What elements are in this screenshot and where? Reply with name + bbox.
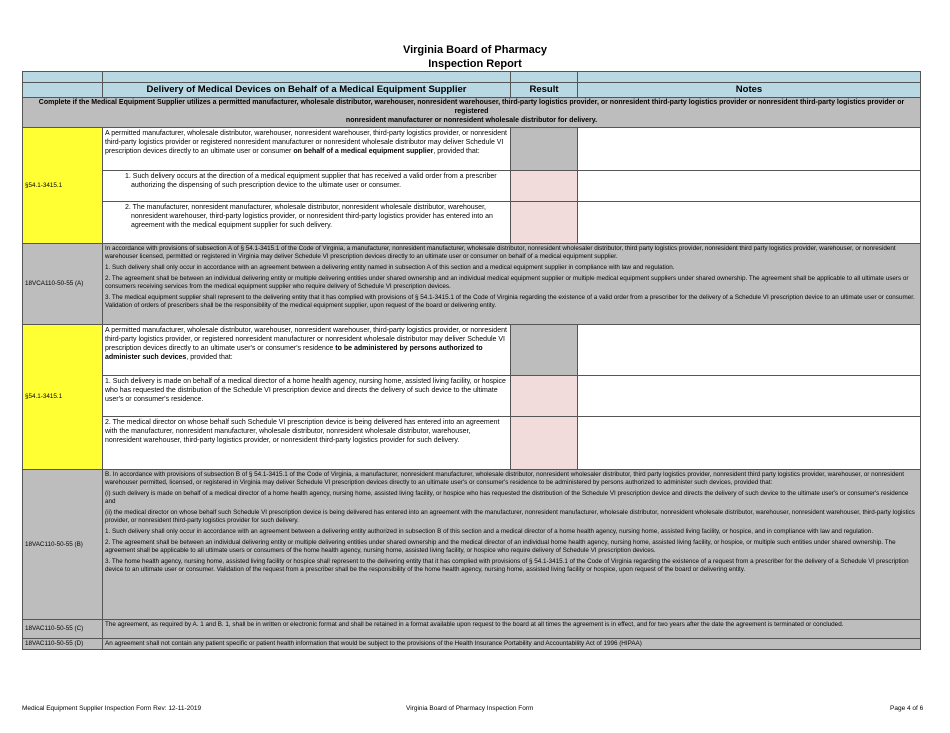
banner-line-1: Complete if the Medical Equipment Supplier utilizes a permitted manufacturer, wholesale distributor, warehouser, nonresident warehouser, third-party logistics provider, or nonresident third-party logistics provider or nonresident third-party logistics provider or registered bbox=[38, 99, 905, 116]
requirement-text bbox=[103, 325, 511, 376]
inspection-table bbox=[22, 71, 921, 650]
table-row bbox=[23, 325, 921, 376]
regulation-ref: 18VAC110-50-55 (C) bbox=[23, 620, 103, 639]
requirement-item: 2. The manufacturer, nonresident manufacturer, wholesale distributor, nonresident wholesale distributor, warehouser, nonresident warehouser, third-party logistics provider, or nonresident third-party logistics provider has entered into an agreement with the medical equipment supplier for such delivery. bbox=[103, 202, 511, 244]
result-cell[interactable] bbox=[511, 417, 578, 470]
footer-form-revision: Medical Equipment Supplier Inspection Form Rev: 12-11-2019 bbox=[22, 705, 202, 712]
blank-header-row bbox=[23, 72, 921, 83]
result-cell[interactable] bbox=[511, 202, 578, 244]
blank-cell bbox=[23, 72, 103, 83]
page-title: Virginia Board of Pharmacy bbox=[402, 44, 548, 56]
blank-cell bbox=[103, 72, 511, 83]
requirement-item: 2. The medical director on whose behalf such Schedule VI prescription device is being delivered has entered into an agreement with the manufacturer, nonresident manufacturer, wholesale distributor, nonresident wholesale distributor, warehouser, nonresident warehouser, third-party logistics provider, or nonresident third-party logistics provider for such delivery. bbox=[103, 417, 511, 470]
notes-cell[interactable] bbox=[578, 417, 921, 470]
ref-column-header bbox=[23, 83, 103, 98]
regulation-paragraph: 3. The medical equipment supplier shall represent to the delivering entity that it has complied with provisions of § 54.1-3415.1 of the Code of Virginia regarding the existence of a valid order from a prescriber for the delivery of a Schedule VI prescription device to an ultimate user or consumer. Validation of orders of prescribers shall be the responsibility of the medical equipment supplier, upon request of the board or delivering entity. bbox=[105, 293, 915, 309]
table-row bbox=[23, 202, 921, 244]
regulation-paragraph: 2. The agreement shall be between an individual delivering entity or multiple delivering entities under shared ownership and the medical director of an individual home health agency, nursing home, assisted living facility, or hospice, or multiple such entities under shared ownership. The agreement shall be applicable to all ultimate users or consumers of the home health agency, nursing home, assisted living facility, or hospice who require delivery of Schedule VI prescription devices. bbox=[105, 538, 896, 554]
regulation-paragraph: 2. The agreement shall be between an individual delivering entity or multiple delivering entities under shared ownership and an individual medical equipment supplier or multiple medical equipment suppliers under shared ownership. The agreement shall be applicable to all ultimate users or consumers receiving services from the medical equipment supplier who require delivery of Schedule VI prescription devices. bbox=[105, 274, 909, 290]
notes-cell[interactable] bbox=[578, 325, 921, 376]
regulation-paragraph: (i) such delivery is made on behalf of a medical director of a home health agency, nursing home, assisted living facility, or hospice who has requested the distribution of the Schedule VI prescription device and directs the delivery of such device to the ultimate user's or consumer's residence and bbox=[105, 489, 909, 505]
regulation-ref: §54.1-3415.1 bbox=[23, 128, 103, 244]
result-cell bbox=[511, 128, 578, 171]
table-row bbox=[23, 244, 921, 325]
instruction-banner bbox=[23, 98, 921, 128]
result-cell[interactable] bbox=[511, 376, 578, 417]
table-row bbox=[23, 417, 921, 470]
result-cell[interactable] bbox=[511, 171, 578, 202]
table-row bbox=[23, 171, 921, 202]
regulation-ref: §54.1-3415.1 bbox=[23, 325, 103, 470]
table-row bbox=[23, 376, 921, 417]
requirement-emphasis: to be administered by persons authorized to administer such devices bbox=[105, 345, 483, 362]
requirement-intro: A permitted manufacturer, wholesale distributor, warehouser, nonresident warehouser, third-party logistics provider, or nonresident third-party logistics provider or registered nonresident manufacturer or nonresident wholesale distributor may deliver Schedule VI prescription devices directly to an ultimate user or consumer bbox=[105, 130, 507, 156]
notes-cell[interactable] bbox=[578, 376, 921, 417]
notes-cell[interactable] bbox=[578, 171, 921, 202]
blank-cell bbox=[511, 72, 578, 83]
regulation-paragraph: 3. The home health agency, nursing home, assisted living facility or hospice shall represent to the delivering entity that it has complied with provisions of § 54.1-3415.1 of the Code of Virginia regarding the existence of a request from a prescriber for the delivery of a Schedule VI prescription device to an ultimate user or consumer. Validation of the request from a prescriber shall be the responsibility of the home health agency, nursing home, assisted living facility or hospice, upon request of the board or delivering entity. bbox=[105, 557, 909, 573]
table-row bbox=[23, 470, 921, 620]
regulation-paragraph: B. In accordance with provisions of subsection B of § 54.1-3415.1 of the Code of Virginia, a manufacturer, nonresident manufacturer, wholesale distributor, nonresident wholesaler distributor, third party logistics provider, nonresident third party logistics provider, warehouser, or nonresident warehouser permitted, licensed, or registered in Virginia may deliver Schedule VI prescription devices directly to an ultimate user's or consumer's residence to be administered by persons authorized to administer such devices, provided that: bbox=[105, 471, 904, 486]
notes-cell[interactable] bbox=[578, 128, 921, 171]
regulation-paragraph: In accordance with provisions of subsection A of § 54.1-3415.1 of the Code of Virginia, a manufacturer, nonresident manufacturer, wholesale distributor, nonresident wholesaler distributor, third party logistics provider, nonresident third party logistics provider, warehouser, or nonresident warehouser licensed, permitted or registered in Virginia may deliver Schedule VI prescription devices directly to an ultimate user or consumer on behalf of a medical equipment supplier. bbox=[105, 245, 896, 260]
notes-column-header: Notes bbox=[578, 83, 921, 98]
column-header-row bbox=[23, 83, 921, 98]
regulation-text: The agreement, as required by A. 1 and B. 1, shall be in written or electronic format and shall be retained in a format available upon request to the board at all times the agreement is in effect, and for two years after the date the agreement is terminated or concluded. bbox=[103, 620, 921, 639]
requirement-intro-end: , provided that: bbox=[186, 354, 233, 362]
result-column-header: Result bbox=[511, 83, 578, 98]
result-cell bbox=[511, 325, 578, 376]
table-row bbox=[23, 639, 921, 650]
requirement-intro-end: , provided that: bbox=[433, 148, 480, 156]
blank-cell bbox=[578, 72, 921, 83]
page-subtitle: Inspection Report bbox=[428, 58, 522, 70]
regulation-paragraph: (ii) the medical director on whose behalf such Schedule VI prescription device is being delivered has entered into an agreement with the manufacturer, nonresident manufacturer, wholesale distributor, nonresident wholesale distributor, warehouser, nonresident warehouser, third-party logistics provider, or nonresident third-party logistics provider for such delivery. bbox=[105, 508, 915, 524]
table-row bbox=[23, 620, 921, 639]
footer-form-name: Virginia Board of Pharmacy Inspection Form bbox=[406, 705, 534, 712]
regulation-text bbox=[103, 244, 921, 325]
regulation-paragraph: 1. Such delivery shall only occur in accordance with an agreement between a delivering entity authorized in subsection B of this section and a medical director of a home health agency, nursing home, assisted living facility, or hospice, and in compliance with law and regulation. bbox=[105, 527, 874, 535]
table-row bbox=[23, 128, 921, 171]
requirement-item: 1. Such delivery occurs at the direction of a medical equipment supplier that has received a valid order from a prescriber authorizing the dispensing of such prescription device to the ultimate user or consumer. bbox=[103, 171, 511, 202]
notes-cell[interactable] bbox=[578, 202, 921, 244]
regulation-ref: 18VAC110-50-55 (D) bbox=[23, 639, 103, 650]
banner-line-2: nonresident manufacturer or nonresident wholesale distributor for delivery. bbox=[345, 116, 598, 124]
requirement-text bbox=[103, 128, 511, 171]
regulation-paragraph: 1. Such delivery shall only occur in accordance with an agreement between a delivering entity named in subsection A of this section and a medical equipment supplier in compliance with law and regulation. bbox=[105, 263, 675, 271]
requirement-item: 1. Such delivery is made on behalf of a medical director of a home health agency, nursing home, assisted living facility, or hospice who has requested the distribution of the Schedule VI prescription device and directs the delivery of such device to the ultimate user's or consumer's residence. bbox=[103, 376, 511, 417]
banner-row bbox=[23, 98, 921, 128]
regulation-text: An agreement shall not contain any patient specific or patient health information that would be subject to the provisions of the Health Insurance Portability and Accountability Act of 1996 (HIPAA) bbox=[103, 639, 921, 650]
section-heading: Delivery of Medical Devices on Behalf of a Medical Equipment Supplier bbox=[103, 83, 511, 98]
requirement-intro: A permitted manufacturer, wholesale distributor, warehouser, nonresident warehouser, third-party logistics provider, or nonresident third-party logistics provider, or registered nonresident manufacturer or nonresident wholesale distributor may deliver Schedule VI prescription devices directly to an ultimate user's or consumer's residence bbox=[105, 327, 507, 353]
regulation-text bbox=[103, 470, 921, 620]
regulation-ref: 18VCA110-50-55 (A) bbox=[23, 244, 103, 325]
regulation-ref: 18VAC110-50-55 (B) bbox=[23, 470, 103, 620]
requirement-emphasis: on behalf of a medical equipment supplier bbox=[293, 148, 434, 156]
footer-page-number: Page 4 of 6 bbox=[890, 705, 924, 712]
